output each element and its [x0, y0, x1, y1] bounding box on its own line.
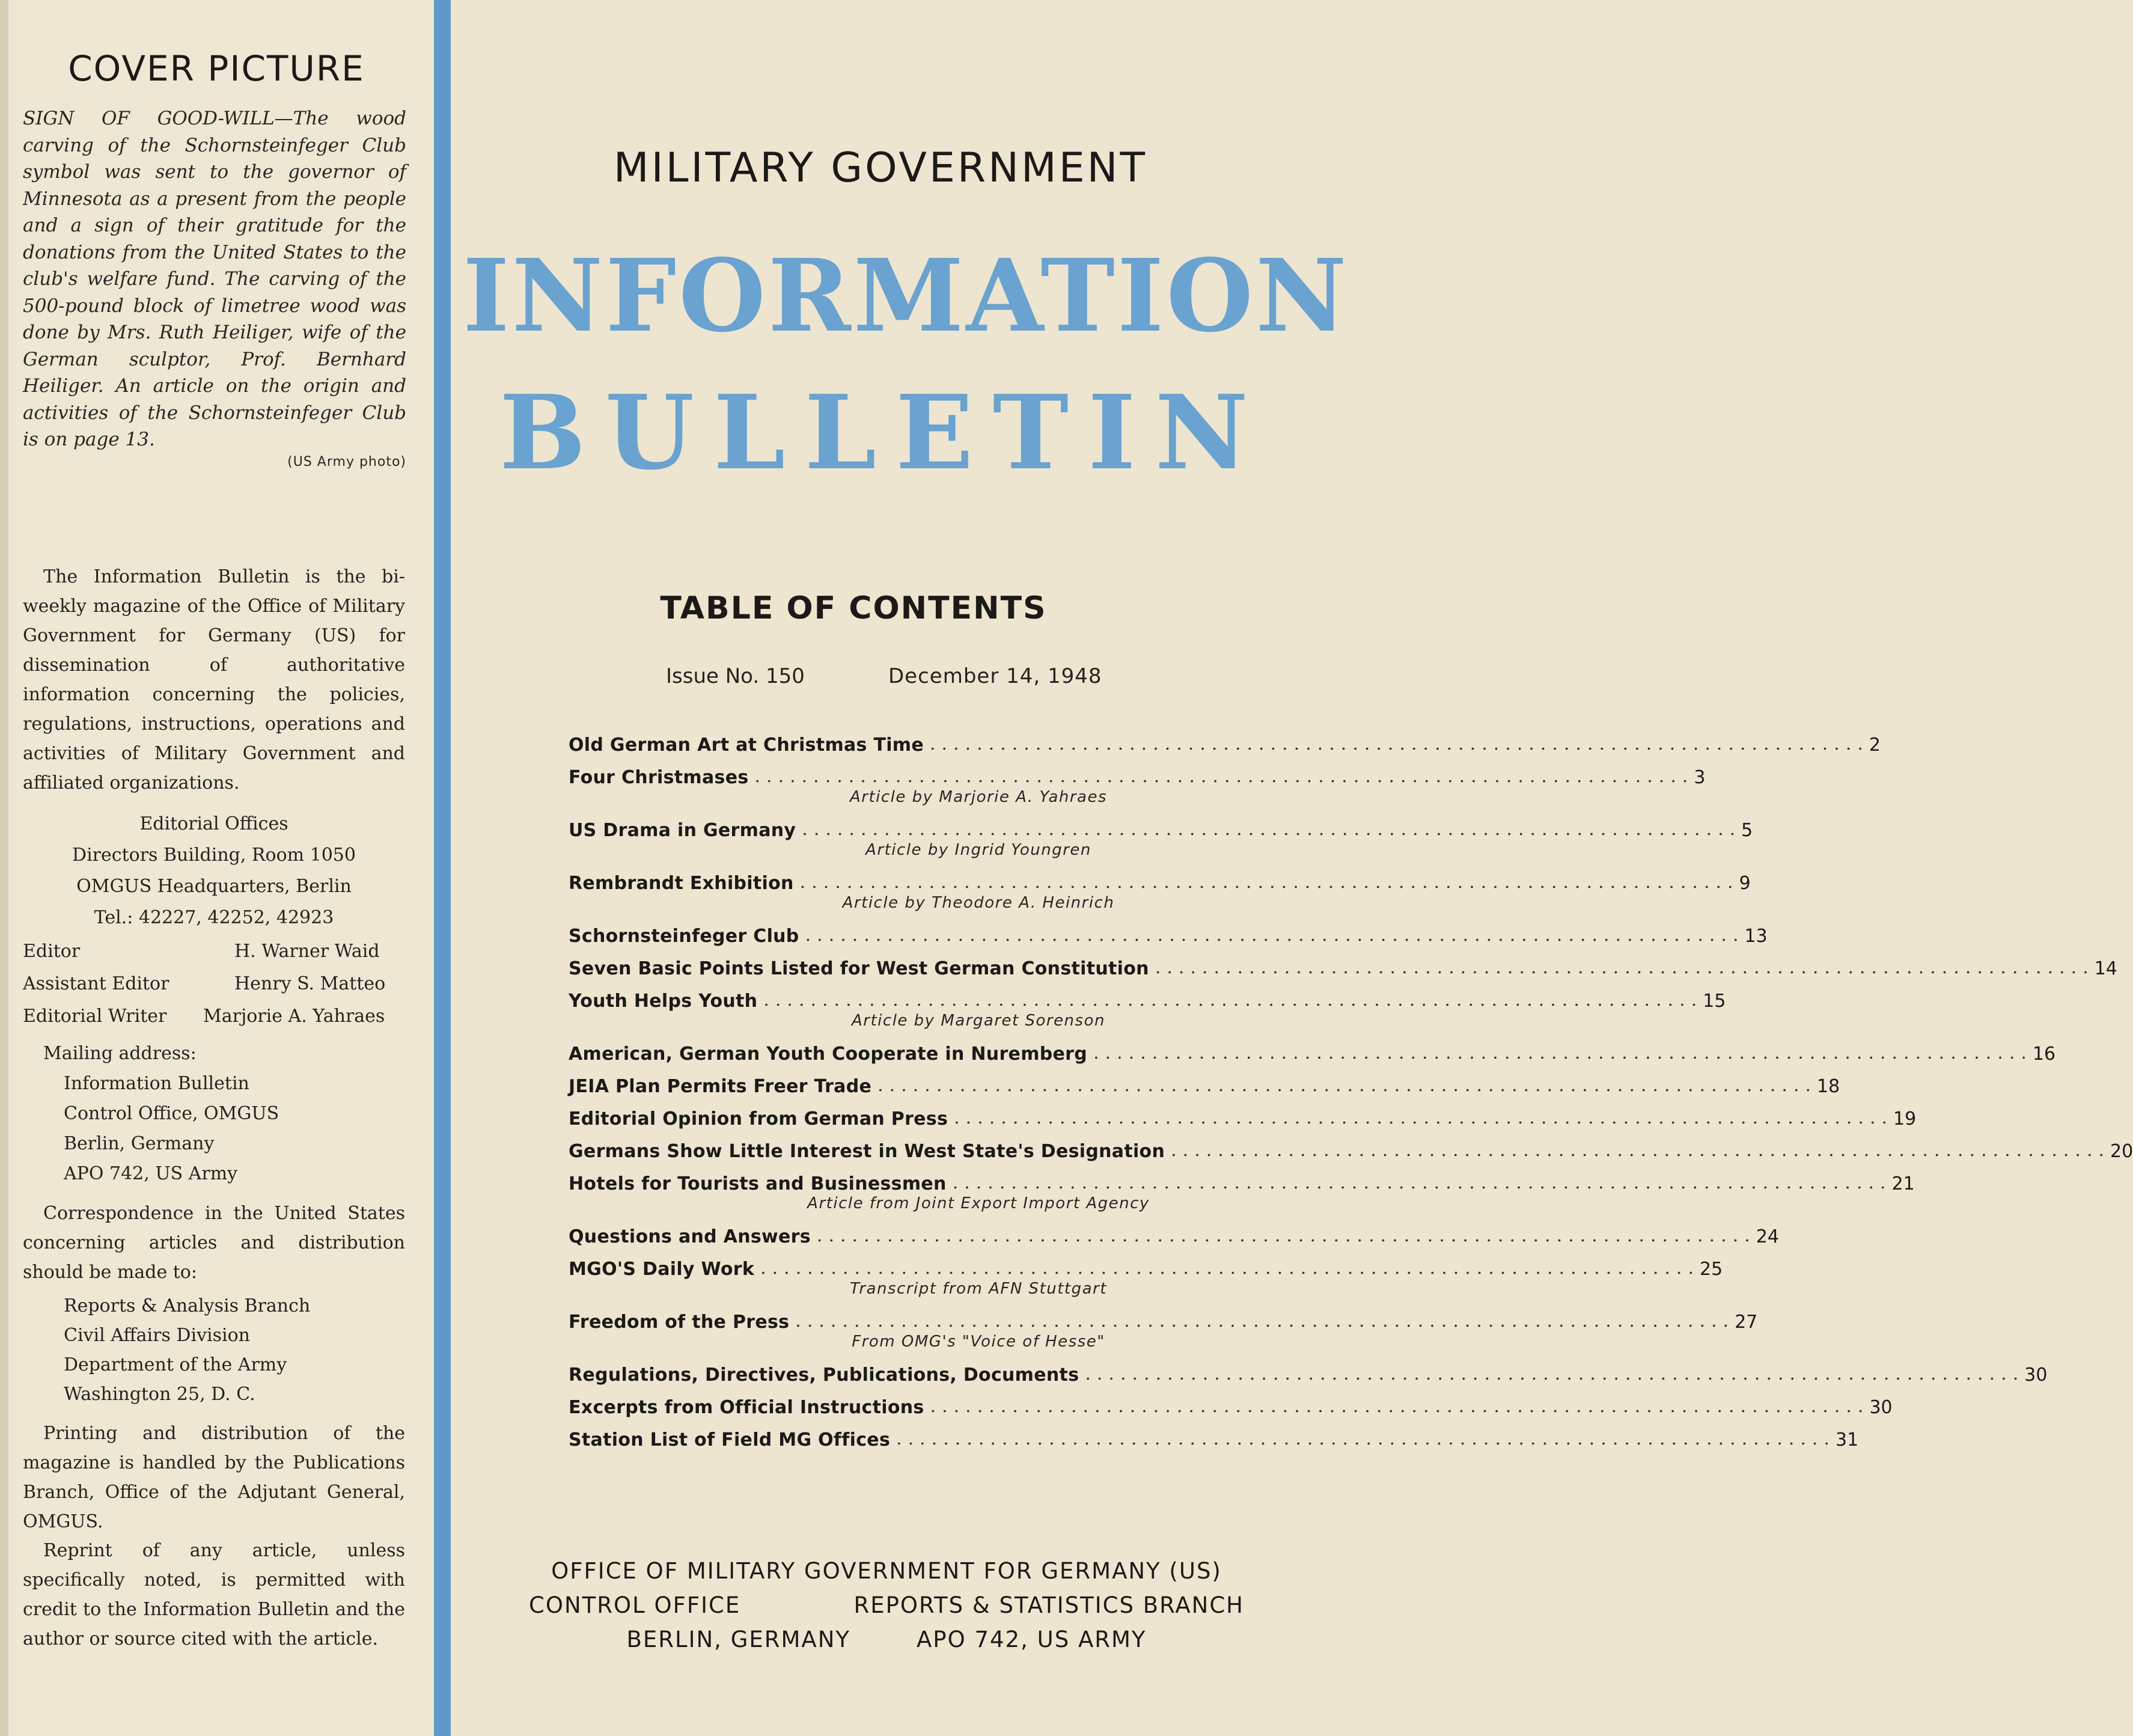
correspondence-address-line: Reports & Analysis Branch [64, 1295, 311, 1316]
correspondence-address-line: Civil Affairs Division [64, 1325, 250, 1346]
cover-picture-heading: COVER PICTURE [68, 48, 365, 89]
toc-row [569, 1386, 1893, 1418]
toc-entry-page: 21 [1891, 1173, 1915, 1194]
toc-entry [569, 808, 1753, 861]
toc-entry [569, 1418, 1859, 1450]
toc-row [569, 1215, 1779, 1247]
toc-entry-byline: Article by Ingrid Youngren [865, 841, 1091, 859]
toc-row [569, 979, 1726, 1012]
toc-dot-leader: ................................................................................ [1171, 1140, 2111, 1161]
toc-entry-byline: Transcript from AFN Stuttgart [850, 1280, 1107, 1298]
mailing-address-line: Control Office, OMGUS [64, 1103, 279, 1124]
toc-entry [569, 1247, 1723, 1300]
toc-entry-title: Freedom of the Press [569, 1312, 795, 1333]
toc-entry-title: Questions and Answers [569, 1226, 817, 1247]
toc-dot-leader: ................................................................................ [763, 989, 1703, 1010]
toc-entry [569, 1129, 2133, 1162]
toc-entry-page: 15 [1703, 991, 1726, 1012]
toc-entry-title: Rembrandt Exhibition [569, 873, 800, 894]
toc-row [569, 1247, 1723, 1280]
toc-row [569, 1418, 1859, 1450]
toc-entry-title: Seven Basic Points Listed for West German Constitution [569, 958, 1155, 979]
toc-entry [569, 914, 1768, 947]
correspondence-address-line: Washington 25, D. C. [64, 1384, 255, 1405]
toc-entry-page: 24 [1756, 1226, 1779, 1247]
toc-entry-page: 25 [1700, 1259, 1723, 1280]
toc-dot-leader: ................................................................................ [799, 872, 1739, 893]
toc-entry [569, 1300, 1758, 1353]
staff-name: Henry S. Matteo [234, 973, 386, 994]
toc-entry-byline: Article by Marjorie A. Yahraes [849, 788, 1108, 806]
toc-entry-title: Editorial Opinion from German Press [569, 1108, 954, 1129]
masthead-information: INFORMATION [463, 237, 1349, 355]
toc-entry-byline: Article by Theodore A. Heinrich [842, 894, 1115, 912]
issue-date: December 14, 1948 [888, 664, 1102, 688]
toc-entry-title: Four Christmases [569, 767, 755, 788]
toc-dot-leader: ................................................................................ [1155, 957, 2095, 978]
staff-list [23, 935, 405, 1033]
toc-entry-page: 19 [1893, 1108, 1917, 1129]
toc-entry-page: 13 [1744, 926, 1768, 947]
toc-dot-leader: ................................................................................ [816, 1225, 1756, 1246]
toc-entry-page: 14 [2094, 958, 2117, 979]
toc-entry-page: 16 [2032, 1044, 2056, 1065]
editorial-offices-line: Directors Building, Room 1050 [72, 845, 356, 866]
footer-control-office: CONTROL OFFICE [529, 1592, 741, 1618]
toc-dot-leader: ................................................................................ [795, 1310, 1735, 1331]
editorial-offices [23, 808, 405, 934]
toc-entry-page: 30 [1869, 1397, 1893, 1418]
toc-entry [569, 979, 1726, 1032]
staff-row [23, 1000, 405, 1033]
left-column [0, 0, 433, 1736]
correspondence-address [64, 1291, 405, 1409]
table-of-contents-heading: TABLE OF CONTENTS [660, 590, 1047, 626]
masthead-bulletin: BULLETIN [499, 373, 1268, 493]
toc-row [569, 756, 1706, 788]
staff-row [23, 935, 405, 968]
toc-row [569, 1300, 1758, 1333]
masthead-military-government: MILITARY GOVERNMENT [613, 144, 1148, 192]
toc-entry-title: Germans Show Little Interest in West State's Designation [569, 1141, 1171, 1162]
publisher-footer [529, 1554, 1244, 1657]
toc-row [569, 1097, 1917, 1129]
toc-entry-page: 18 [1817, 1076, 1840, 1097]
toc-row [569, 723, 1881, 756]
toc-entry-title: Regulations, Directives, Publications, Documents [569, 1365, 1085, 1386]
toc-entry [569, 756, 1706, 808]
toc-entry-page: 30 [2024, 1365, 2048, 1386]
correspondence-paragraph: Correspondence in the United States concerning articles and distribution should be made to: [23, 1203, 405, 1283]
staff-role: Editorial Writer [23, 1006, 167, 1027]
toc-row [569, 1162, 1915, 1194]
toc-entry-page: 3 [1694, 767, 1706, 788]
toc-entry-page: 9 [1739, 873, 1751, 894]
toc-entry-page: 27 [1735, 1312, 1758, 1333]
toc-row [569, 914, 1768, 947]
footer-city: BERLIN, GERMANY [626, 1627, 850, 1652]
footer-office: OFFICE OF MILITARY GOVERNMENT FOR GERMANY (US) [551, 1558, 1222, 1584]
toc-entry [569, 723, 1881, 756]
toc-dot-leader: ................................................................................ [802, 819, 1742, 840]
toc-dot-leader: ................................................................................ [754, 766, 1694, 787]
toc-row [569, 1032, 2056, 1065]
toc-row [569, 808, 1753, 841]
toc-entry-title: Excerpts from Official Instructions [569, 1397, 930, 1418]
binding-edge [0, 0, 8, 1736]
staff-role: Assistant Editor [23, 973, 169, 994]
photo-credit: (US Army photo) [287, 454, 406, 469]
cover-picture-caption: SIGN OF GOOD-WILL—The wood carving of the Schornsteinfeger Club symbol was sent to the governor of Minnesota as a present from the people and a sign of their gratitude for the donations from the United States to the club's welfare fund. The carving of the 500-pound block of limetree wood was done by Mrs. Ruth Heiliger, wife of the German sculptor, Prof. Bernhard Heiliger. An article on the origin and activities of the Schornsteinfeger Club is on page 13. [23, 108, 406, 450]
toc-entry-byline: Article by Margaret Sorenson [852, 1012, 1105, 1030]
toc-row [569, 1353, 2048, 1386]
toc-dot-leader: ................................................................................ [1093, 1042, 2033, 1063]
table-of-contents-list [569, 723, 2133, 1450]
staff-row [23, 968, 405, 1000]
toc-entry-title: Hotels for Tourists and Businessmen [569, 1173, 953, 1194]
footer-apo: APO 742, US ARMY [916, 1627, 1147, 1652]
issue-number: Issue No. 150 [666, 664, 805, 688]
editorial-offices-line: Tel.: 42227, 42252, 42923 [94, 907, 334, 928]
editorial-offices-heading: Editorial Offices [139, 813, 288, 834]
staff-name: Marjorie A. Yahraes [203, 1006, 385, 1027]
staff-role: Editor [23, 941, 81, 962]
toc-dot-leader: ................................................................................ [930, 733, 1869, 754]
mailing-address-heading: Mailing address: [43, 1043, 197, 1064]
toc-entry-page: 5 [1741, 820, 1753, 841]
toc-entry-title: Schornsteinfeger Club [569, 926, 805, 947]
about-paragraph: The Information Bulletin is the bi-weekly magazine of the Office of Military Government for Germany (US) for dissemination of authoritative information concerning the policies, regulations, instructions, operations and activities of Military Government and affiliated organizations. [23, 566, 405, 793]
toc-entry [569, 1065, 1840, 1097]
toc-dot-leader: ................................................................................ [805, 925, 1745, 946]
toc-dot-leader: ................................................................................ [760, 1258, 1700, 1279]
printing-paragraph: Printing and distribution of the magazine is handled by the Publications Branch, Office of the Adjutant General, OMGUS. [23, 1423, 405, 1532]
correspondence-address-line: Department of the Army [64, 1354, 287, 1375]
staff-name: H. Warner Waid [234, 941, 380, 962]
toc-entry [569, 1215, 1779, 1247]
toc-entry [569, 1097, 1917, 1129]
toc-entry-byline: From OMG's "Voice of Hesse" [852, 1333, 1105, 1351]
toc-row [569, 947, 2117, 979]
toc-entry [569, 1386, 1893, 1418]
toc-row [569, 1129, 2133, 1162]
toc-entry-title: Old German Art at Christmas Time [569, 735, 930, 756]
toc-entry-page: 20 [2110, 1141, 2133, 1162]
mailing-address [23, 1039, 405, 1189]
toc-row [569, 861, 1751, 894]
toc-row [569, 1065, 1840, 1097]
toc-entry-title: Station List of Field MG Offices [569, 1429, 896, 1450]
footer-branch: REPORTS & STATISTICS BRANCH [853, 1592, 1244, 1618]
toc-entry-title: Youth Helps Youth [569, 991, 763, 1012]
toc-entry-title: JEIA Plan Permits Freer Trade [569, 1076, 877, 1097]
reprint-paragraph: Reprint of any article, unless specifically noted, is permitted with credit to the Information Bulletin and the author or source cited with the article. [23, 1540, 405, 1649]
toc-entry [569, 1162, 1915, 1215]
toc-entry-title: American, German Youth Cooperate in Nuremberg [569, 1044, 1093, 1065]
toc-dot-leader: ................................................................................ [896, 1428, 1835, 1449]
toc-entry-page: 31 [1835, 1429, 1859, 1450]
mailing-address-line: Berlin, Germany [64, 1133, 215, 1154]
toc-entry-title: MGO'S Daily Work [569, 1259, 760, 1280]
toc-entry [569, 861, 1751, 914]
toc-entry [569, 1032, 2056, 1065]
toc-entry [569, 1353, 2048, 1386]
toc-dot-leader: ................................................................................ [954, 1107, 1894, 1128]
footer-line-2 [529, 1588, 1244, 1622]
toc-entry [569, 947, 2117, 979]
editorial-offices-line: OMGUS Headquarters, Berlin [76, 876, 352, 897]
toc-entry-title: US Drama in Germany [569, 820, 802, 841]
blue-divider-stripe [434, 0, 451, 1736]
toc-dot-leader: ................................................................................ [1085, 1363, 2025, 1384]
toc-dot-leader: ................................................................................ [930, 1396, 1870, 1417]
toc-entry-page: 2 [1869, 735, 1881, 756]
toc-dot-leader: ................................................................................ [877, 1075, 1817, 1096]
footer-line-3 [529, 1622, 1244, 1657]
toc-dot-leader: ................................................................................ [952, 1172, 1892, 1193]
mailing-address-line: Information Bulletin [64, 1073, 249, 1094]
mailing-address-line: APO 742, US Army [64, 1163, 238, 1184]
toc-entry-byline: Article from Joint Export Import Agency [807, 1194, 1150, 1212]
